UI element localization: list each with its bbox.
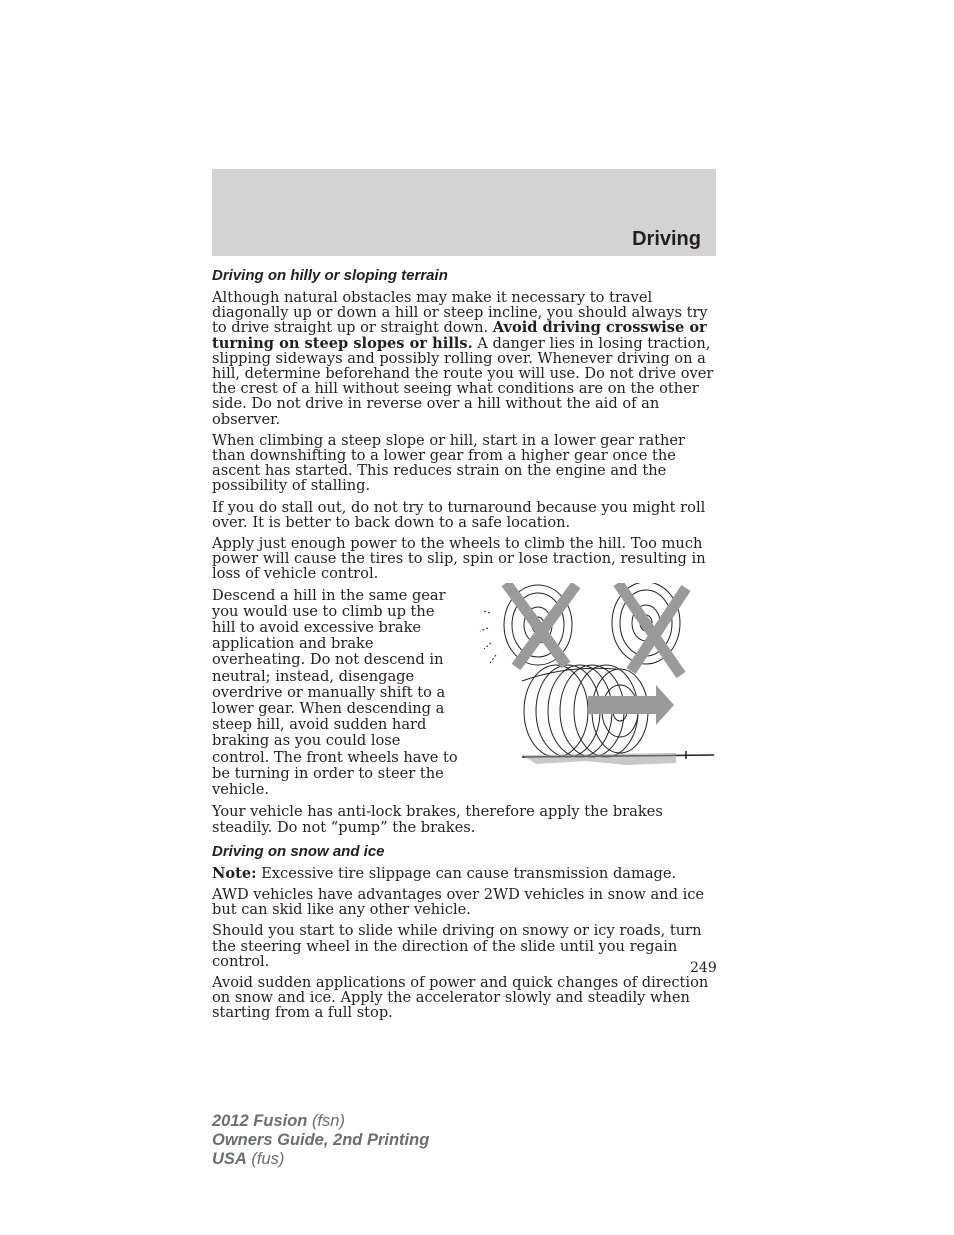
footer-line-3 xyxy=(212,1150,429,1169)
snow-paragraph-2: Should you start to slide while driving on snowy or icy roads, turn the steering wheel in the direction of the slide until you regain control. xyxy=(212,922,702,970)
wheel-slip-illustration xyxy=(476,583,716,770)
hilly-p1-text-a: Although natural obstacles may make it necessary to travel diagonally up or down a hill or steep incline, you should always try to drive straight up or straight down. xyxy=(212,289,708,337)
document-footer xyxy=(212,1112,429,1169)
section-header-band xyxy=(212,169,716,256)
snow-ice-heading: Driving on snow and ice xyxy=(212,842,385,860)
page-number: 249 xyxy=(690,960,717,976)
snow-note xyxy=(212,866,717,881)
page-content xyxy=(212,267,717,1027)
hilly-paragraph-6: Your vehicle has anti-lock brakes, therefore apply the brakes steadily. Do not “pump” the brakes. xyxy=(212,803,663,836)
footer-model-code: (fsn) xyxy=(307,1112,345,1130)
hilly-p1-text-b: A danger lies in losing traction, slipping sideways and possibly rolling over. Whenever driving on a hill, determine beforehand the route you will use. Do not drive over the crest of a hill without seeing what conditions are on the other side. Do not drive in reverse over a hill without the aid of an observer. xyxy=(212,334,714,428)
hilly-p1-warning: Avoid driving crosswise or turning on steep slopes or hills. xyxy=(212,319,707,352)
snow-paragraph-3: Avoid sudden applications of power and quick changes of direction on snow and ice. Apply the accelerator slowly and steadily when starting from a full stop. xyxy=(212,973,709,1022)
footer-market-code: (fus) xyxy=(246,1150,285,1168)
section-title: Driving xyxy=(632,228,701,250)
snow-paragraph-1: AWD vehicles have advantages over 2WD vehicles in snow and ice but can skid like any other vehicle. xyxy=(212,885,705,919)
hilly-paragraph-3: If you do stall out, do not try to turnaround because you might roll over. It is better to back down to a safe location. xyxy=(212,498,706,531)
hilly-paragraph-5: Descend a hill in the same gear you would use to climb up the hill to avoid excessive brake application and brake overheating. Do not descend in neutral; instead, disengage overdrive or manually shift to a lower gear. When descending a steep hill, avoid sudden hard braking as you could lose control. The front wheels have to be turning in order to steer the vehicle. xyxy=(212,586,458,799)
hilly-terrain-heading: Driving on hilly or sloping terrain xyxy=(212,267,448,284)
footer-model: 2012 Fusion xyxy=(212,1112,308,1130)
hilly-paragraph-4: Apply just enough power to the wheels to climb the hill. Too much power will cause the tires to slip, spin or lose traction, resulting in loss of vehicle control. xyxy=(212,535,706,583)
footer-market: USA xyxy=(212,1150,247,1168)
wheel-illustration-svg xyxy=(476,583,716,767)
hilly-paragraph-2: When climbing a steep slope or hill, start in a lower gear rather than downshifting to a lower gear from a higher gear once the ascent has started. This reduces strain on the engine and the possibility of stalling. xyxy=(212,431,686,495)
footer-line-1 xyxy=(212,1112,429,1131)
note-text: Excessive tire slippage can cause transmission damage. xyxy=(256,864,677,882)
note-label: Note: xyxy=(212,864,257,882)
footer-line-2: Owners Guide, 2nd Printing xyxy=(212,1131,430,1149)
descend-hill-row xyxy=(212,588,717,799)
hilly-paragraph-1 xyxy=(212,290,717,427)
